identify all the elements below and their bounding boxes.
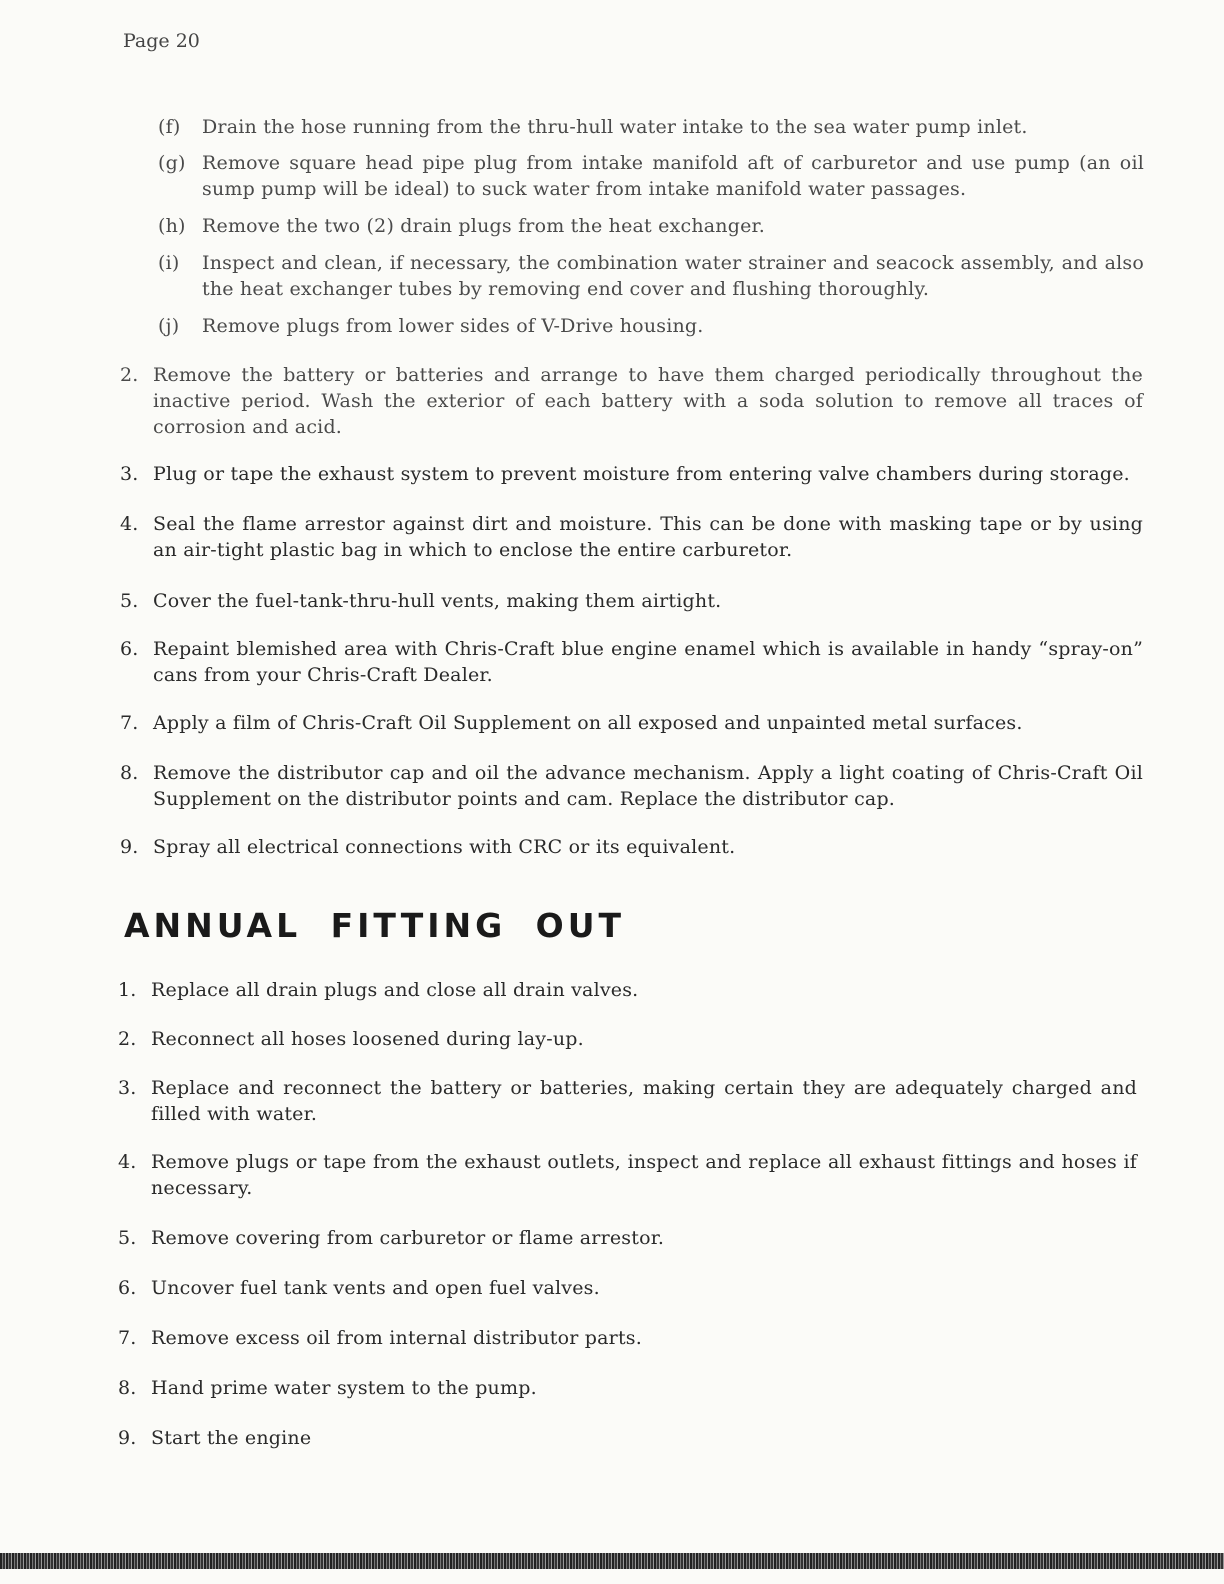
item-number: 3. xyxy=(118,1077,137,1099)
item-number: 6. xyxy=(120,638,139,660)
item-number: 6. xyxy=(118,1277,137,1299)
item-number: 5. xyxy=(120,590,139,612)
list-item xyxy=(158,250,1144,302)
item-text: Plug or tape the exhaust system to prevent moisture from entering valve chambers during storage. xyxy=(153,463,1130,485)
item-text: Hand prime water system to the pump. xyxy=(151,1377,537,1399)
list-item xyxy=(120,362,1143,440)
item-number: 1. xyxy=(118,979,137,1001)
item-number: 3. xyxy=(120,463,139,485)
list-item xyxy=(158,313,1144,339)
list-item xyxy=(118,977,1137,1003)
item-number: 9. xyxy=(118,1427,137,1449)
item-text: Seal the flame arrestor against dirt and moisture. This can be done with masking tape or by using an air-tight plastic bag in which to enclose the entire carburetor. xyxy=(153,513,1143,561)
list-item xyxy=(120,710,1143,736)
scan-edge-divider xyxy=(0,1553,1224,1569)
item-number: 8. xyxy=(120,762,139,784)
item-text: Remove excess oil from internal distributor parts. xyxy=(151,1327,642,1349)
list-item xyxy=(158,150,1144,202)
item-number: 2. xyxy=(120,364,139,386)
item-text: Cover the fuel-tank-thru-hull vents, making them airtight. xyxy=(153,590,722,612)
item-text: Repaint blemished area with Chris-Craft blue engine enamel which is available in handy “spray-on” cans from your Chris-Craft Dealer. xyxy=(153,638,1143,686)
list-item xyxy=(118,1026,1137,1052)
item-number: 4. xyxy=(120,513,139,535)
item-number: (i) xyxy=(158,252,180,274)
item-number: (j) xyxy=(158,315,180,337)
list-item xyxy=(158,114,1144,140)
item-number: 7. xyxy=(120,712,139,734)
item-number: 5. xyxy=(118,1227,137,1249)
list-item xyxy=(120,511,1143,563)
item-number: 2. xyxy=(118,1028,137,1050)
item-text: Replace and reconnect the battery or batteries, making certain they are adequately charged and filled with water. xyxy=(151,1077,1137,1125)
item-text: Spray all electrical connections with CRC or its equivalent. xyxy=(153,836,736,858)
item-number: 7. xyxy=(118,1327,137,1349)
list-item xyxy=(118,1149,1137,1201)
item-number: 8. xyxy=(118,1377,137,1399)
item-text: Remove plugs from lower sides of V-Drive housing. xyxy=(202,315,704,337)
item-text: Replace all drain plugs and close all drain valves. xyxy=(151,979,639,1001)
list-item xyxy=(118,1075,1137,1127)
item-text: Remove the two (2) drain plugs from the heat exchanger. xyxy=(202,215,765,237)
list-item xyxy=(120,636,1143,688)
list-item xyxy=(118,1375,1137,1401)
item-number: (g) xyxy=(158,152,186,174)
item-text: Remove square head pipe plug from intake manifold aft of carburetor and use pump (an oil sump pump will be ideal) to suck water from intake manifold water passages. xyxy=(202,152,1144,200)
item-number: 9. xyxy=(120,836,139,858)
list-item xyxy=(120,461,1143,487)
item-text: Remove covering from carburetor or flame arrestor. xyxy=(151,1227,665,1249)
item-number: (h) xyxy=(158,215,186,237)
section-heading: ANNUAL FITTING OUT xyxy=(124,906,626,945)
list-item xyxy=(118,1225,1137,1251)
list-item xyxy=(120,760,1143,812)
item-text: Remove the battery or batteries and arrange to have them charged periodically throughout the inactive period. Wash the exterior of each battery with a soda solution to remove all traces of corrosion and acid. xyxy=(153,364,1143,438)
item-number: (f) xyxy=(158,116,181,138)
list-item xyxy=(120,588,1143,614)
list-item xyxy=(118,1325,1137,1351)
list-item xyxy=(118,1425,1137,1451)
item-text: Drain the hose running from the thru-hull water intake to the sea water pump inlet. xyxy=(202,116,1028,138)
list-item xyxy=(120,834,1143,860)
item-text: Uncover fuel tank vents and open fuel valves. xyxy=(151,1277,600,1299)
item-text: Inspect and clean, if necessary, the combination water strainer and seacock assembly, and also the heat exchanger tubes by removing end cover and flushing thoroughly. xyxy=(202,252,1144,300)
page-number: Page 20 xyxy=(123,30,200,52)
item-text: Remove the distributor cap and oil the advance mechanism. Apply a light coating of Chris-Craft Oil Supplement on the distributor points and cam. Replace the distributor cap. xyxy=(153,762,1143,810)
item-text: Remove plugs or tape from the exhaust outlets, inspect and replace all exhaust fittings and hoses if necessary. xyxy=(151,1151,1137,1199)
list-item xyxy=(158,213,1144,239)
item-number: 4. xyxy=(118,1151,137,1173)
item-text: Reconnect all hoses loosened during lay-up. xyxy=(151,1028,584,1050)
item-text: Start the engine xyxy=(151,1427,312,1449)
list-item xyxy=(118,1275,1137,1301)
item-text: Apply a film of Chris-Craft Oil Supplement on all exposed and unpainted metal surfaces. xyxy=(153,712,1023,734)
